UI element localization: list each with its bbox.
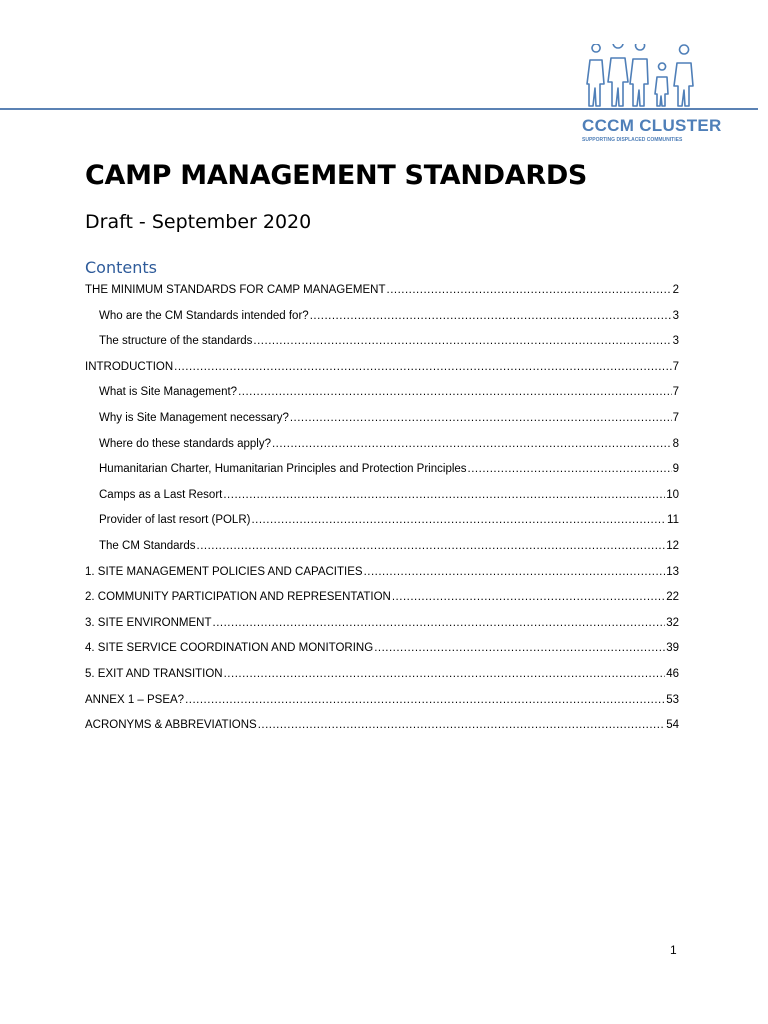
toc-dot-leader — [272, 438, 672, 450]
toc-entry[interactable] — [85, 719, 679, 745]
toc-dot-leader — [174, 361, 671, 373]
toc-entry-page: 7 — [672, 360, 679, 373]
toc-entry[interactable] — [85, 489, 679, 515]
toc-dot-leader — [374, 642, 665, 654]
toc-dot-leader — [251, 514, 666, 526]
toc-entry-title: Who are the CM Standards intended for? — [99, 309, 309, 322]
toc-entry-page: 12 — [666, 539, 679, 552]
toc-entry-title: THE MINIMUM STANDARDS FOR CAMP MANAGEMENT — [85, 284, 386, 296]
toc-dot-leader — [238, 386, 672, 398]
toc-entry[interactable] — [85, 694, 679, 720]
toc-dot-leader — [290, 412, 672, 424]
toc-entry-title: Camps as a Last Resort — [99, 488, 223, 501]
toc-entry[interactable] — [85, 335, 679, 361]
toc-entry-page: 9 — [672, 463, 679, 476]
toc-entry[interactable] — [85, 514, 679, 540]
toc-entry[interactable] — [85, 540, 679, 566]
toc-entry-page: 54 — [666, 719, 679, 732]
toc-entry-page: 13 — [666, 565, 679, 578]
toc-entry-page: 8 — [672, 437, 679, 450]
toc-entry[interactable] — [85, 412, 679, 438]
toc-entry-page: 11 — [667, 514, 679, 527]
toc-entry[interactable] — [85, 591, 679, 617]
toc-entry[interactable] — [85, 386, 679, 412]
toc-entry[interactable] — [85, 668, 679, 694]
toc-dot-leader — [258, 719, 666, 731]
toc-dot-leader — [392, 591, 665, 603]
toc-entry-page: 7 — [672, 386, 679, 399]
toc-entry-title: 4. SITE SERVICE COORDINATION AND MONITORING — [85, 642, 374, 655]
toc-entry[interactable] — [85, 617, 679, 643]
toc-dot-leader — [197, 540, 666, 552]
toc-dot-leader — [468, 463, 672, 475]
toc-entry-page: 46 — [666, 667, 679, 680]
toc-entry-title: The CM Standards — [99, 539, 196, 552]
toc-entry-page: 10 — [666, 488, 679, 501]
toc-dot-leader — [223, 489, 665, 501]
toc-entry[interactable] — [85, 361, 679, 387]
toc-entry-title: 1. SITE MANAGEMENT POLICIES AND CAPACITIES — [85, 565, 363, 578]
toc-entry-page: 39 — [666, 642, 679, 655]
toc-entry-page: 3 — [672, 335, 679, 348]
toc-entry-title: Humanitarian Charter, Humanitarian Principles and Protection Principles — [99, 463, 467, 476]
toc-entry-page: 22 — [666, 591, 679, 604]
logo-tagline: SUPPORTING DISPLACED COMMUNITIES — [582, 137, 683, 143]
toc-dot-leader — [310, 310, 672, 322]
table-of-contents — [85, 284, 679, 745]
toc-entry-title: 5. EXIT AND TRANSITION — [85, 667, 223, 680]
cccm-cluster-logo — [580, 44, 722, 148]
document-subtitle: Draft - September 2020 — [85, 211, 312, 233]
toc-entry-title: Provider of last resort (POLR) — [99, 514, 251, 527]
toc-entry-page: 3 — [672, 309, 679, 322]
toc-entry-page: 2 — [672, 284, 679, 296]
toc-dot-leader — [224, 668, 666, 680]
toc-entry-title: ACRONYMS & ABBREVIATIONS — [85, 719, 257, 732]
toc-entry-title: Why is Site Management necessary? — [99, 411, 289, 424]
toc-entry-title: The structure of the standards — [99, 335, 253, 348]
toc-entry-title: ANNEX 1 – PSEA? — [85, 693, 185, 706]
contents-heading: Contents — [85, 258, 157, 277]
toc-entry[interactable] — [85, 310, 679, 336]
toc-entry-title: Where do these standards apply? — [99, 437, 271, 450]
toc-dot-leader — [364, 566, 666, 578]
toc-entry[interactable] — [85, 284, 679, 310]
toc-entry-page: 32 — [666, 616, 679, 629]
toc-entry[interactable] — [85, 566, 679, 592]
document-title: CAMP MANAGEMENT STANDARDS — [85, 160, 588, 191]
toc-entry-title: What is Site Management? — [99, 386, 238, 399]
logo-title: CCCM CLUSTER — [582, 116, 722, 135]
toc-entry-title: 3. SITE ENVIRONMENT — [85, 616, 212, 629]
toc-dot-leader — [213, 617, 666, 629]
toc-dot-leader — [185, 694, 665, 706]
people-silhouettes-icon — [582, 44, 706, 110]
toc-entry-page: 53 — [666, 693, 679, 706]
toc-dot-leader — [387, 284, 672, 296]
toc-entry-title: INTRODUCTION — [85, 360, 174, 373]
toc-entry[interactable] — [85, 438, 679, 464]
toc-dot-leader — [253, 335, 671, 347]
page-number: 1 — [670, 943, 677, 957]
toc-entry-page: 7 — [672, 411, 679, 424]
toc-entry[interactable] — [85, 463, 679, 489]
toc-entry[interactable] — [85, 642, 679, 668]
toc-entry-title: 2. COMMUNITY PARTICIPATION AND REPRESENTATION — [85, 591, 391, 604]
